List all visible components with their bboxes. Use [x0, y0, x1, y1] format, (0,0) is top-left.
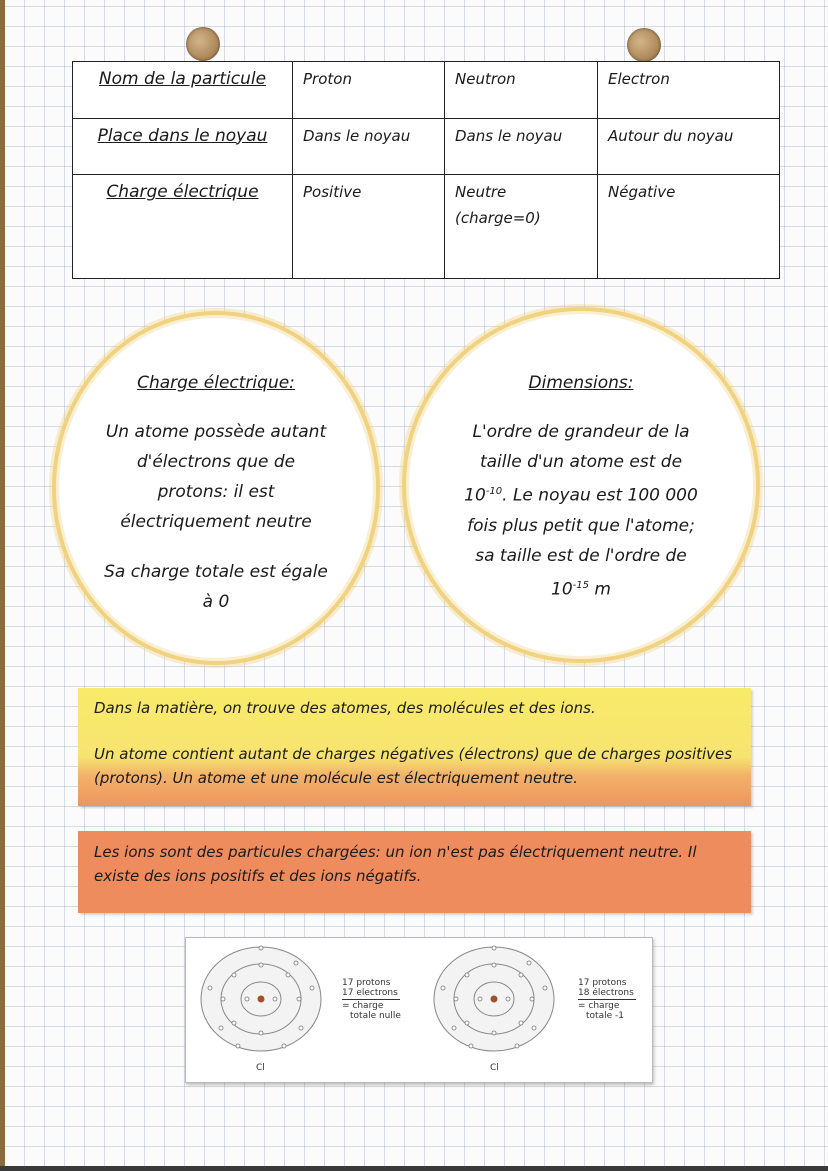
dimensions-line: [406, 477, 756, 511]
dimensions-unit: m: [589, 579, 611, 600]
atom-caption: [342, 978, 401, 1021]
atom-symbol: Cl: [256, 1063, 265, 1073]
ion-caption-line: 17 protons: [578, 978, 627, 988]
binder-edge: [0, 0, 5, 1171]
table-cell: Dans le noyau: [445, 118, 598, 175]
neutron-charge-line2: (charge=0): [455, 209, 541, 228]
table-cell: Positive: [293, 175, 445, 279]
dimensions-circle: [402, 307, 760, 663]
dimensions-line: fois plus petit que l'atome;: [467, 515, 695, 536]
atom-caption-line: 17 electrons: [342, 988, 398, 998]
table-row-header: Charge électrique: [73, 175, 293, 279]
charge-title: Charge électrique:: [137, 373, 295, 393]
charge-total: [56, 557, 376, 617]
table-row: [73, 118, 780, 175]
charge-circle: [52, 311, 380, 665]
table-cell: Dans le noyau: [293, 118, 445, 175]
power-base: 10: [551, 579, 573, 600]
dimensions-line: L'ordre de grandeur de la: [472, 422, 690, 442]
chloride-ion-diagram: [429, 943, 559, 1061]
atom-ion-figure: [185, 937, 653, 1083]
dimensions-title: Dimensions:: [528, 373, 634, 393]
atom-caption-line: = charge: [342, 1001, 384, 1011]
table-cell: [445, 175, 598, 279]
table-row: [73, 62, 780, 119]
matter-line2: Un atome contient autant de charges négatives (électrons) que de charges positives (protons). Un atome et une molécule est électriquement neutre.: [94, 745, 733, 787]
table-cell: Electron: [598, 62, 780, 119]
atom-caption-line: 17 protons: [342, 978, 391, 988]
ion-symbol: Cl: [490, 1063, 499, 1073]
table-row: [73, 175, 780, 279]
ion-caption-line: totale -1: [586, 1011, 624, 1021]
neutron-charge-line1: Neutre: [455, 183, 507, 202]
charge-total-line2: à 0: [202, 592, 230, 612]
atom-caption-line: totale nulle: [350, 1011, 401, 1021]
table-cell: Neutron: [445, 62, 598, 119]
table-cell: Négative: [598, 175, 780, 279]
dimensions-line-rest: . Le noyau est 100 000: [502, 485, 698, 506]
charge-line: protons: il est: [157, 482, 275, 502]
power-base: 10: [464, 485, 486, 506]
page-bottom-edge: [0, 1166, 828, 1171]
ion-caption: [578, 978, 636, 1021]
ion-caption-line: 18 électrons: [578, 988, 634, 998]
power-exponent: -15: [572, 579, 589, 591]
dimensions-text: [406, 417, 756, 604]
charge-line: électriquement neutre: [120, 512, 312, 532]
table-cell: Autour du noyau: [598, 118, 780, 175]
dimensions-line: sa taille est de l'ordre de: [475, 545, 687, 566]
chlorine-atom-diagram: [196, 943, 326, 1061]
power-exponent: -10: [485, 486, 503, 497]
punch-hole-left: [186, 27, 220, 61]
matter-line1: Dans la matière, on trouve des atomes, des molécules et des ions.: [94, 699, 596, 717]
punch-hole-right: [627, 28, 661, 62]
table-cell: Proton: [293, 62, 445, 119]
charge-text: [56, 417, 376, 537]
particle-table: [72, 61, 780, 279]
ions-box: [78, 831, 751, 913]
dimensions-line: taille d'un atome est de: [479, 452, 683, 472]
caption-divider: [578, 999, 636, 1000]
caption-divider: [342, 999, 400, 1000]
ions-text: Les ions sont des particules chargées: un ion n'est pas électriquement neutre. Il existe des ions positifs et des ions négatifs.: [94, 843, 697, 885]
ion-caption-line: = charge: [578, 1001, 620, 1011]
dimensions-line: [406, 571, 756, 605]
charge-line: Un atome possède autant: [105, 422, 327, 442]
charge-total-line1: Sa charge totale est égale: [104, 562, 328, 582]
matter-box: [78, 688, 751, 806]
table-row-header: Nom de la particule: [73, 62, 293, 119]
table-row-header: Place dans le noyau: [73, 118, 293, 175]
charge-line: d'électrons que de: [136, 452, 296, 472]
